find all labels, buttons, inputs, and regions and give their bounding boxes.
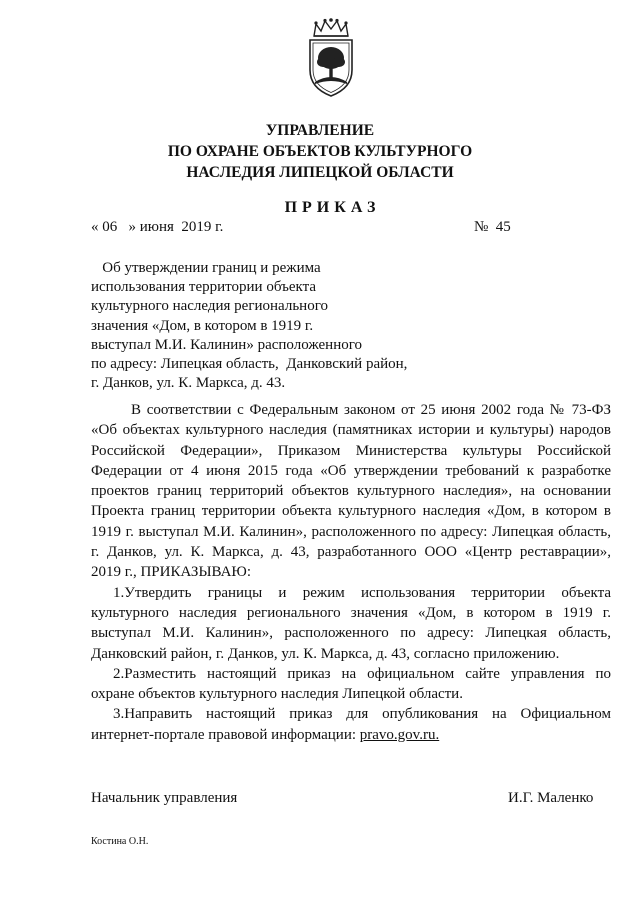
preamble-line: «Об объектах культурного наследия (памятниках истории и культуры) народов (91, 422, 611, 439)
authority-line-1: УПРАВЛЕНИЕ (265, 122, 375, 139)
order-item-1-line: Данковский район, г. Данков, ул. К. Маркса, д. 43, согласно приложению. (91, 645, 560, 662)
document-date: « 06 » июня 2019 г. (91, 219, 224, 235)
preamble-line: г. Данков, ул. К. Маркса, д. 43, разработанного ООО «Центр реставрации», (91, 544, 611, 561)
subject-line: значения «Дом, в котором в 1919 г. (91, 317, 314, 334)
subject-line: Об утверждении границ и режима (91, 260, 321, 276)
preamble-line: Российской Федерации», Приказом Министерства культуры Российской (91, 442, 611, 459)
preamble-line: 2019 г., ПРИКАЗЫВАЮ: (91, 564, 252, 581)
portal-label: интернет-портале правовой информации: (91, 726, 360, 743)
order-item-3-line: 3.Направить настоящий приказ для опубликования на Официальном (113, 706, 611, 723)
order-item-1-line: культурного наследия регионального значения «Дом, в котором в 1919 г. (91, 604, 611, 621)
preamble-line: проектов границ территорий объектов культурного наследия», на основании (91, 483, 611, 500)
subject-line: г. Данков, ул. К. Маркса, д. 43. (91, 375, 286, 392)
document-number: № 45 (474, 219, 511, 235)
issuing-authority (0, 120, 640, 183)
preamble-line: 1919 г. выступал М.И. Калинин», расположенного по адресу: Липецкая область, (91, 523, 611, 540)
subject-line: использования территории объекта (91, 279, 316, 296)
signer-position: Начальник управления (91, 790, 238, 806)
preamble-line: Проекта границ территории объекта культурного наследия «Дом, в котором в (91, 503, 611, 520)
document-body (91, 400, 611, 745)
preamble-line: Федерации от 4 июня 2015 года «Об утверждении требований к разработке (91, 462, 611, 479)
document-subject (91, 259, 407, 393)
order-item-2-line: 2.Разместить настоящий приказ на официальном сайте управления по (113, 665, 611, 682)
preamble-line: В соответствии с Федеральным законом от 25 июня 2002 года № 73-ФЗ (131, 402, 611, 418)
order-item-3-line (91, 725, 611, 745)
lipetsk-coat-of-arms-icon (302, 18, 360, 100)
order-item-1-line: 1.Утвердить границы и режим использования территории объекта (113, 584, 611, 601)
authority-line-2: ПО ОХРАНЕ ОБЪЕКТОВ КУЛЬТУРНОГО (167, 143, 473, 160)
executor-name: Костина О.Н. (91, 836, 149, 847)
coat-of-arms-emblem (302, 18, 360, 100)
subject-line: выступал М.И. Калинин» расположенного (91, 336, 363, 353)
subject-line: по адресу: Липецкая область, Данковский район, (91, 356, 408, 373)
subject-line: культурного наследия регионального (91, 298, 328, 315)
signer-name: И.Г. Маленко (508, 790, 594, 806)
pravo-gov-link[interactable]: pravo.gov.ru. (359, 726, 440, 743)
order-item-2-line: охране объектов культурного наследия Липецкой области. (91, 686, 463, 703)
order-item-1-line: выступал М.И. Калинин», расположенного по адресу: Липецкая область, (91, 625, 611, 642)
document-type-title: ПРИКАЗ (284, 199, 381, 216)
authority-line-3: НАСЛЕДИЯ ЛИПЕЦКОЙ ОБЛАСТИ (186, 164, 454, 181)
